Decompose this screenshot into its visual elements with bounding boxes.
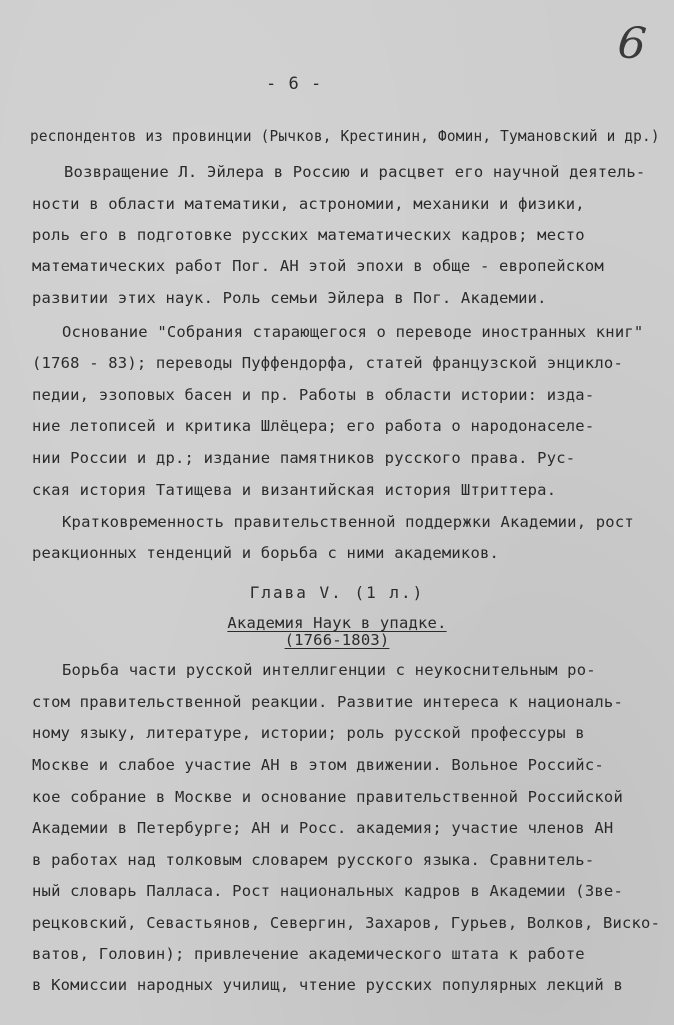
text-line: ный словарь Палласа. Рост национальных кадров в Академии (Зве-: [32, 882, 623, 900]
text-line: в Комиссии народных училищ, чтение русских популярных лекций в: [32, 976, 623, 994]
chapter-heading: Глава V. (1 л.): [249, 583, 425, 602]
text-line: (1768 - 83); переводы Пуффендорфа, статей французской энцикло-: [32, 354, 623, 372]
text-line: развитии этих наук. Роль семьи Эйлера в Пог. Академии.: [32, 289, 547, 307]
text-line: кое собрание в Москве и основание правительственной Российской: [32, 788, 623, 806]
text-line: педии, эзоповых басен и пр. Работы в области истории: изда-: [32, 386, 595, 404]
text-line: в работах над толковым словарем русского языка. Сравнитель-: [32, 851, 595, 869]
text-line: Москве и слабое участие АН в этом движении. Вольное Российс-: [32, 756, 604, 774]
text-line: стом правительственной реакции. Развитие интереса к националь-: [32, 693, 623, 711]
text-line: математических работ Пог. АН этой эпохи в обще - европейском: [32, 257, 604, 275]
text-line: ности в области математики, астрономии, механики и физики,: [32, 195, 585, 213]
text-line: нии России и др.; издание памятников русского права. Рус-: [32, 449, 576, 467]
text-line: Основание "Собрания старающегося о переводе иностранных книг": [62, 323, 644, 341]
text-line: рецковский, Севастьянов, Севергин, Захаров, Гурьев, Волков, Виско-: [32, 914, 661, 932]
text-line: ному языку, литературе, истории; роль русской профессуры в: [32, 724, 585, 742]
text-line: ватов, Головин); привлечение академического штата к работе: [32, 945, 585, 963]
handwritten-page-number: 6: [615, 16, 649, 71]
text-line: реакционных тенденций и борьба с ними академиков.: [32, 544, 500, 562]
chapter-dates: (1766-1803): [284, 631, 390, 649]
page-number: - 6 -: [266, 74, 323, 94]
text-line: Академии в Петербурге; АН и Росс. академия; участие членов АН: [32, 819, 614, 837]
text-line: Борьба части русской интеллигенции с неукоснительным ро-: [62, 661, 596, 679]
text-line: роль его в подготовке русских математических кадров; место: [32, 226, 585, 244]
text-line: респондентов из провинции (Рычков, Крестинин, Фомин, Тумановский и др.): [30, 127, 660, 145]
text-line: ние летописей и критика Шлёцера; его работа о народонаселе-: [32, 417, 595, 435]
text-line: Возвращение Л. Эйлера в Россию и расцвет его научной деятель-: [64, 163, 646, 181]
text-line: ская история Татищева и византийская история Штриттера.: [32, 481, 557, 499]
text-line: Кратковременность правительственной поддержки Академии, рост: [62, 513, 634, 531]
chapter-title: Академия Наук в упадке.: [227, 614, 447, 632]
